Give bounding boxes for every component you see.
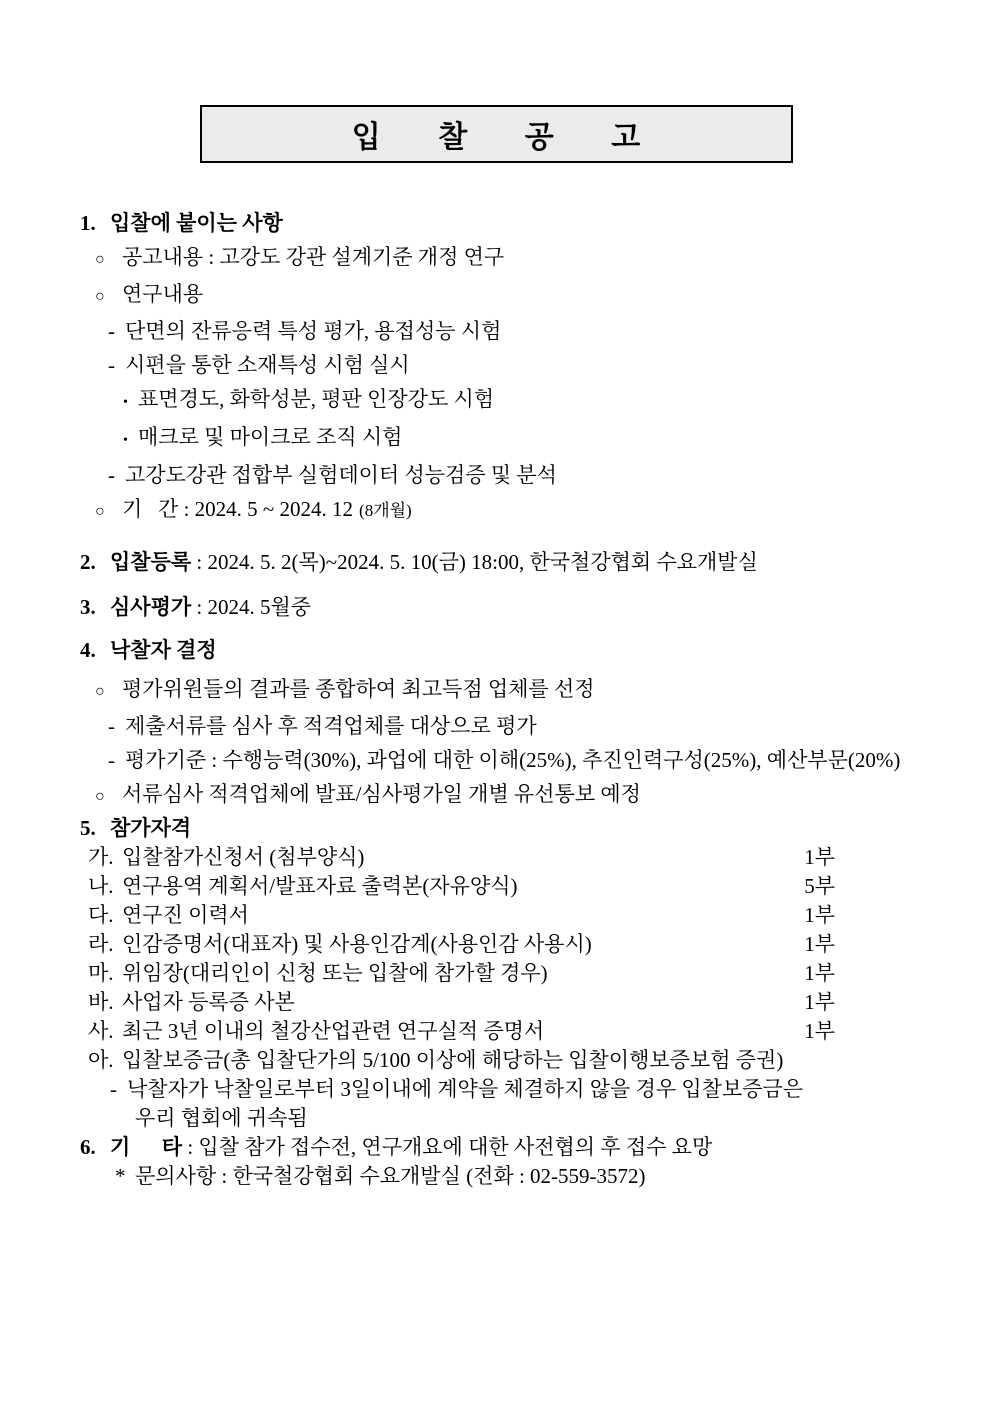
doc-text: 위임장(대리인이 신청 또는 입찰에 참가할 경우) (122, 961, 548, 985)
doc-count: 1부 (804, 990, 835, 1014)
doc-count: 5부 (804, 874, 835, 898)
item-text: 고강도강관 접합부 실험데이터 성능검증 및 분석 (125, 463, 557, 487)
deposit-note-line2 (80, 1104, 912, 1133)
section4-subitem (80, 709, 912, 743)
contact-line (80, 1162, 912, 1191)
section1-item-announcement (80, 240, 912, 277)
doc-text: 최근 3년 이내의 철강산업관련 연구실적 증명서 (122, 1019, 545, 1043)
doc-label: 다. (88, 903, 114, 927)
section1-subitem (80, 348, 912, 382)
required-doc-row (88, 901, 835, 930)
doc-entry (88, 872, 517, 901)
item-text: 단면의 잔류응력 특성 평가, 용접성능 시험 (125, 319, 502, 343)
doc-entry (88, 1017, 544, 1046)
section4-title: 낙찰자 결정 (110, 638, 217, 662)
dash-bullet-icon: - (110, 1077, 117, 1101)
item-text: 서류심사 적격업체에 발표/심사평가일 개별 유선통보 예정 (122, 782, 641, 806)
section1-item-period (80, 492, 912, 529)
doc-entry (88, 988, 295, 1017)
section1-subsubitem (80, 382, 912, 420)
doc-text: 사업자 등록증 사본 (122, 990, 295, 1014)
document-title: 입 찰 공 고 (351, 121, 642, 154)
required-doc-row (88, 1046, 835, 1075)
doc-label: 마. (88, 961, 114, 985)
section1-subitem (80, 314, 912, 348)
section1-number: 1. (80, 211, 96, 235)
doc-label: 가. (88, 845, 114, 869)
note-text: 낙찰자가 낙찰일로부터 3일이내에 계약을 체결하지 않을 경우 입찰보증금은 (127, 1077, 804, 1101)
section4-item (80, 672, 912, 709)
section3-number: 3. (80, 595, 96, 619)
item-text: 기 간 : 2024. 5 ~ 2024. 12 (122, 497, 354, 521)
doc-text: 입찰참가신청서 (첨부양식) (122, 845, 365, 869)
doc-entry (88, 843, 364, 872)
doc-text: 연구용역 계획서/발표자료 출력본(자유양식) (122, 874, 518, 898)
section6-title: 기 타 (110, 1135, 183, 1159)
required-doc-row (88, 1017, 835, 1046)
section1-title: 입찰에 붙이는 사항 (110, 211, 283, 235)
required-doc-row (88, 843, 835, 872)
doc-count: 1부 (804, 903, 835, 927)
item-text: 제출서류를 심사 후 적격업체를 대상으로 평가 (125, 714, 537, 738)
section2-number: 2. (80, 550, 96, 574)
section6-number: 6. (80, 1135, 96, 1159)
item-text: 공고내용 : 고강도 강관 설계기준 개정 연구 (122, 245, 505, 269)
dash-bullet-icon: - (108, 463, 115, 487)
doc-count: 1부 (804, 961, 835, 985)
circle-bullet-icon: ○ (95, 683, 105, 700)
section3-evaluation (80, 590, 912, 624)
doc-entry (88, 901, 249, 930)
item-text: 시편을 통한 소재특성 시험 실시 (125, 353, 410, 377)
doc-label: 사. (88, 1019, 114, 1043)
item-text: 연구내용 (122, 282, 204, 306)
dash-bullet-icon: - (108, 714, 115, 738)
doc-label: 바. (88, 990, 114, 1014)
title-box (200, 105, 793, 163)
required-doc-row (88, 988, 835, 1017)
document-body (0, 165, 992, 1191)
doc-text: 입찰보증금(총 입찰단가의 5/100 이상에 해당하는 입찰이행보증보험 증권) (122, 1048, 784, 1072)
section4-heading (80, 633, 912, 667)
doc-count: 1부 (804, 845, 835, 869)
section2-title: 입찰등록 (110, 550, 192, 574)
section2-registration (80, 545, 912, 579)
doc-text: 연구진 이력서 (122, 903, 249, 927)
circle-bullet-icon: ○ (95, 251, 105, 268)
section4-number: 4. (80, 638, 96, 662)
required-doc-row (88, 930, 835, 959)
deposit-note-line1 (80, 1075, 912, 1104)
doc-label: 나. (88, 874, 114, 898)
doc-label: 아. (88, 1048, 114, 1072)
contact-text: 문의사항 : 한국철강협회 수요개발실 (전화 : 02-559-3572) (135, 1164, 646, 1188)
item-text: 표면경도, 화학성분, 평판 인장강도 시험 (138, 387, 495, 411)
section1-item-research-content (80, 277, 912, 314)
circle-bullet-icon: ○ (95, 288, 105, 305)
doc-text: 인감증명서(대표자) 및 사용인감계(사용인감 사용시) (122, 932, 592, 956)
dash-bullet-icon: - (108, 319, 115, 343)
section6-detail: : 입찰 참가 접수전, 연구개요에 대한 사전협의 후 접수 요망 (182, 1135, 713, 1159)
required-doc-row (88, 959, 835, 988)
section5-heading (80, 814, 912, 843)
asterisk-icon: * (115, 1164, 126, 1188)
circle-bullet-icon: ○ (95, 788, 105, 805)
section3-title: 심사평가 (110, 595, 192, 619)
item-text: 매크로 및 마이크로 조직 시험 (138, 425, 403, 449)
section3-detail: : 2024. 5월중 (191, 595, 312, 619)
doc-label: 라. (88, 932, 114, 956)
doc-count: 1부 (804, 1019, 835, 1043)
doc-entry (88, 930, 592, 959)
section1-subitem (80, 458, 912, 492)
doc-entry (88, 1046, 783, 1075)
section5-number: 5. (80, 816, 96, 840)
period-duration: (8개월) (359, 501, 412, 520)
dot-bullet-icon: • (123, 433, 128, 448)
doc-count: 1부 (804, 932, 835, 956)
item-text: 평가기준 : 수행능력(30%), 과업에 대한 이해(25%), 추진인력구성(25%), 예산부문(20%) (125, 748, 901, 772)
section6-etc (80, 1133, 912, 1162)
section1-subsubitem (80, 420, 912, 458)
circle-bullet-icon: ○ (95, 503, 105, 520)
dash-bullet-icon: - (108, 748, 115, 772)
section1-heading (80, 206, 912, 240)
section5-title: 참가자격 (110, 816, 192, 840)
section4-item (80, 777, 912, 814)
dash-bullet-icon: - (108, 353, 115, 377)
section2-detail: : 2024. 5. 2(목)~2024. 5. 10(금) 18:00, 한국철강협회 수요개발실 (191, 550, 758, 574)
required-doc-row (88, 872, 835, 901)
note-text: 우리 협회에 귀속됨 (135, 1106, 308, 1130)
section4-subitem-criteria (80, 743, 912, 777)
doc-entry (88, 959, 548, 988)
item-text: 평가위원들의 결과를 종합하여 최고득점 업체를 선정 (122, 677, 595, 701)
dot-bullet-icon: • (123, 395, 128, 410)
